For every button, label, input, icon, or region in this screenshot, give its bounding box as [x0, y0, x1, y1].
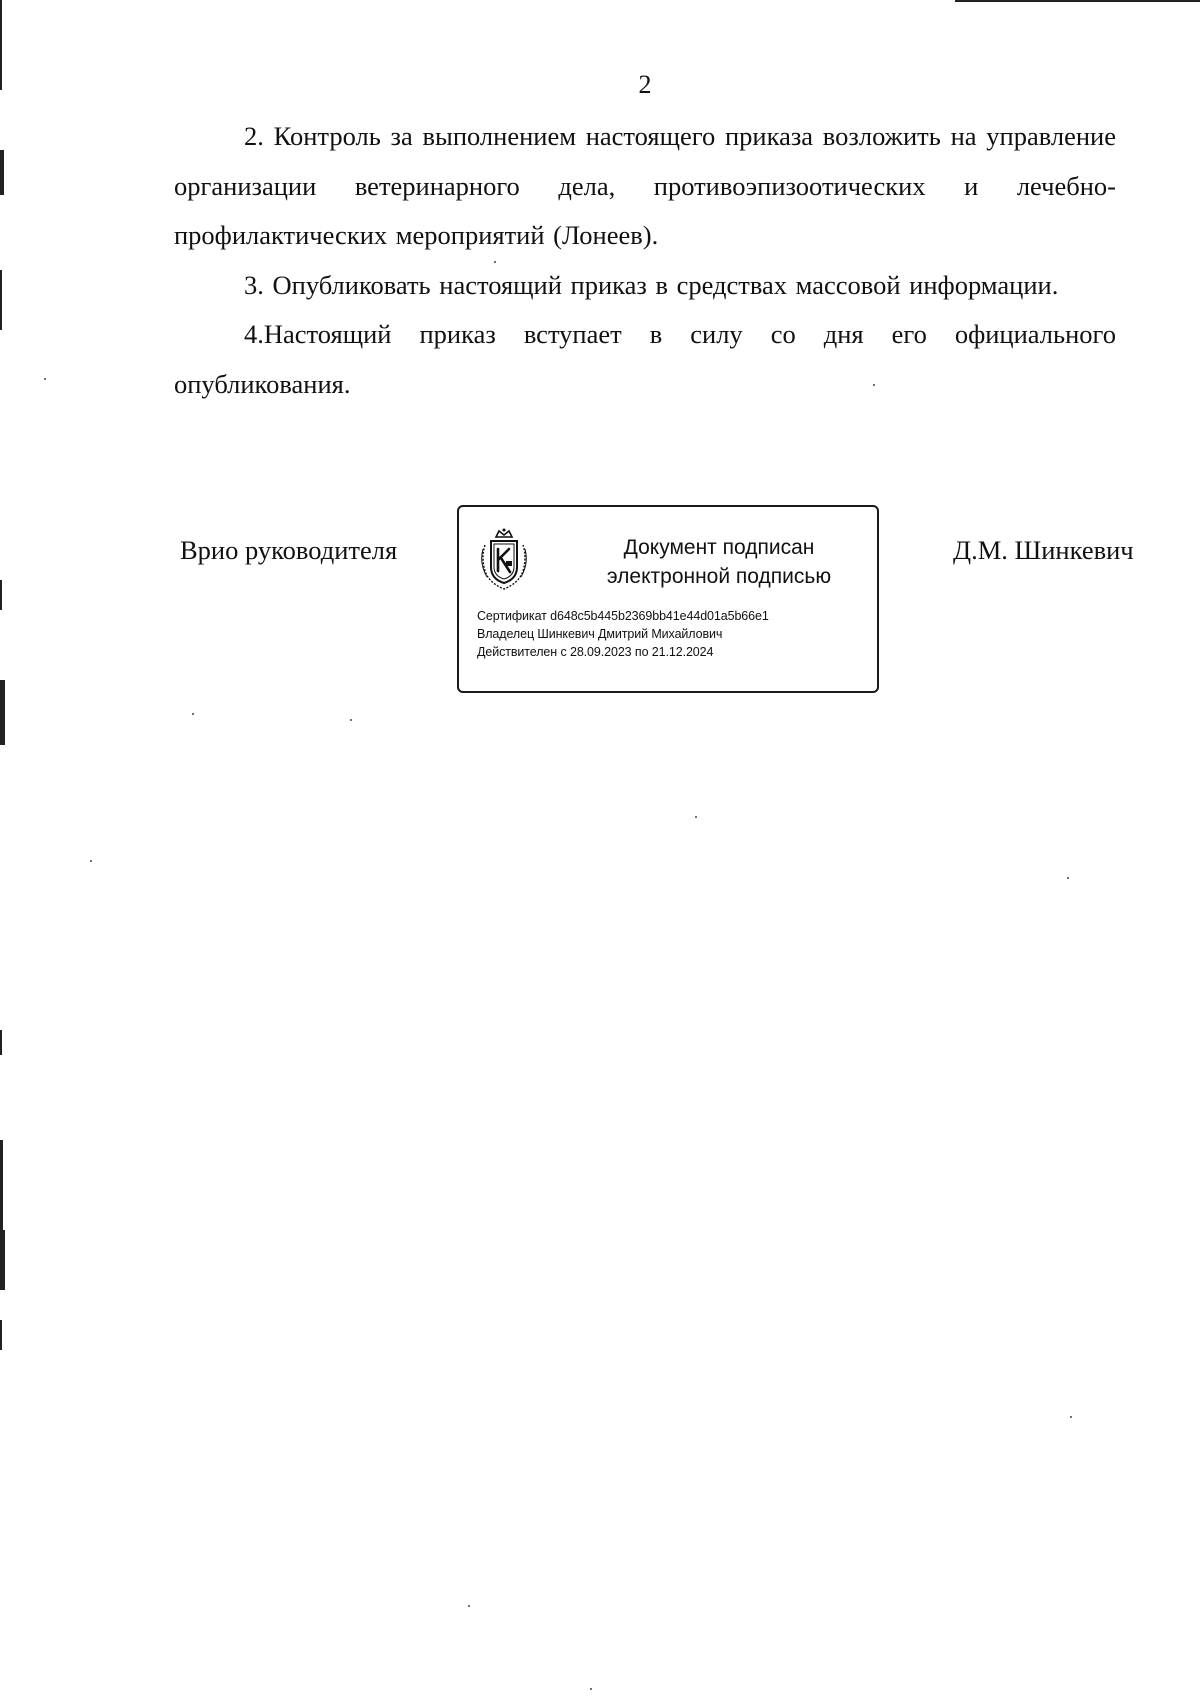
scan-speck: [1067, 877, 1069, 879]
stamp-details: [477, 607, 867, 661]
scan-speck: [494, 261, 496, 263]
page-number: 2: [638, 70, 652, 99]
paragraph-control: 2. Контроль за выполнением настоящего приказа возложить на управление организации ветеринарного дела, противоэпизоотических и лечебно-профилактических мероприятий (Лонеев).: [174, 121, 1116, 250]
scan-speck: [192, 713, 194, 715]
scan-speck: [695, 816, 697, 818]
scan-left-edge: [0, 0, 6, 1705]
scan-speck: [350, 719, 352, 721]
paragraph-effective: 4.Настоящий приказ вступает в силу со дня его официального опубликования.: [174, 319, 1116, 399]
scan-speck: [468, 1605, 470, 1607]
scan-speck: [1070, 1416, 1072, 1418]
coat-of-arms-icon: [479, 527, 529, 593]
signatory-position: Врио руководителя: [180, 535, 398, 565]
scan-speck: [44, 378, 46, 380]
signatory-name: Д.М. Шинкевич: [953, 535, 1134, 565]
scan-speck: [590, 1688, 592, 1690]
stamp-title-line-2: электронной подписью: [606, 565, 832, 588]
stamp-validity: Действителен с 28.09.2023 по 21.12.2024: [477, 645, 714, 659]
stamp-title-line-1: Документ подписан: [623, 536, 815, 559]
document-body: [174, 112, 1116, 409]
scan-speck: [90, 860, 92, 862]
stamp-title: [579, 533, 859, 591]
scan-top-rule: [955, 0, 1200, 2]
stamp-owner: Владелец Шинкевич Дмитрий Михайлович: [477, 627, 723, 641]
stamp-certificate: Сертификат d648c5b445b2369bb41e44d01a5b66e1: [477, 609, 769, 623]
electronic-signature-stamp: [457, 505, 879, 693]
signature-block: [0, 505, 1200, 705]
paragraph-publish: 3. Опубликовать настоящий приказ в средствах массовой информации.: [244, 269, 1059, 300]
scan-speck: [873, 384, 875, 386]
